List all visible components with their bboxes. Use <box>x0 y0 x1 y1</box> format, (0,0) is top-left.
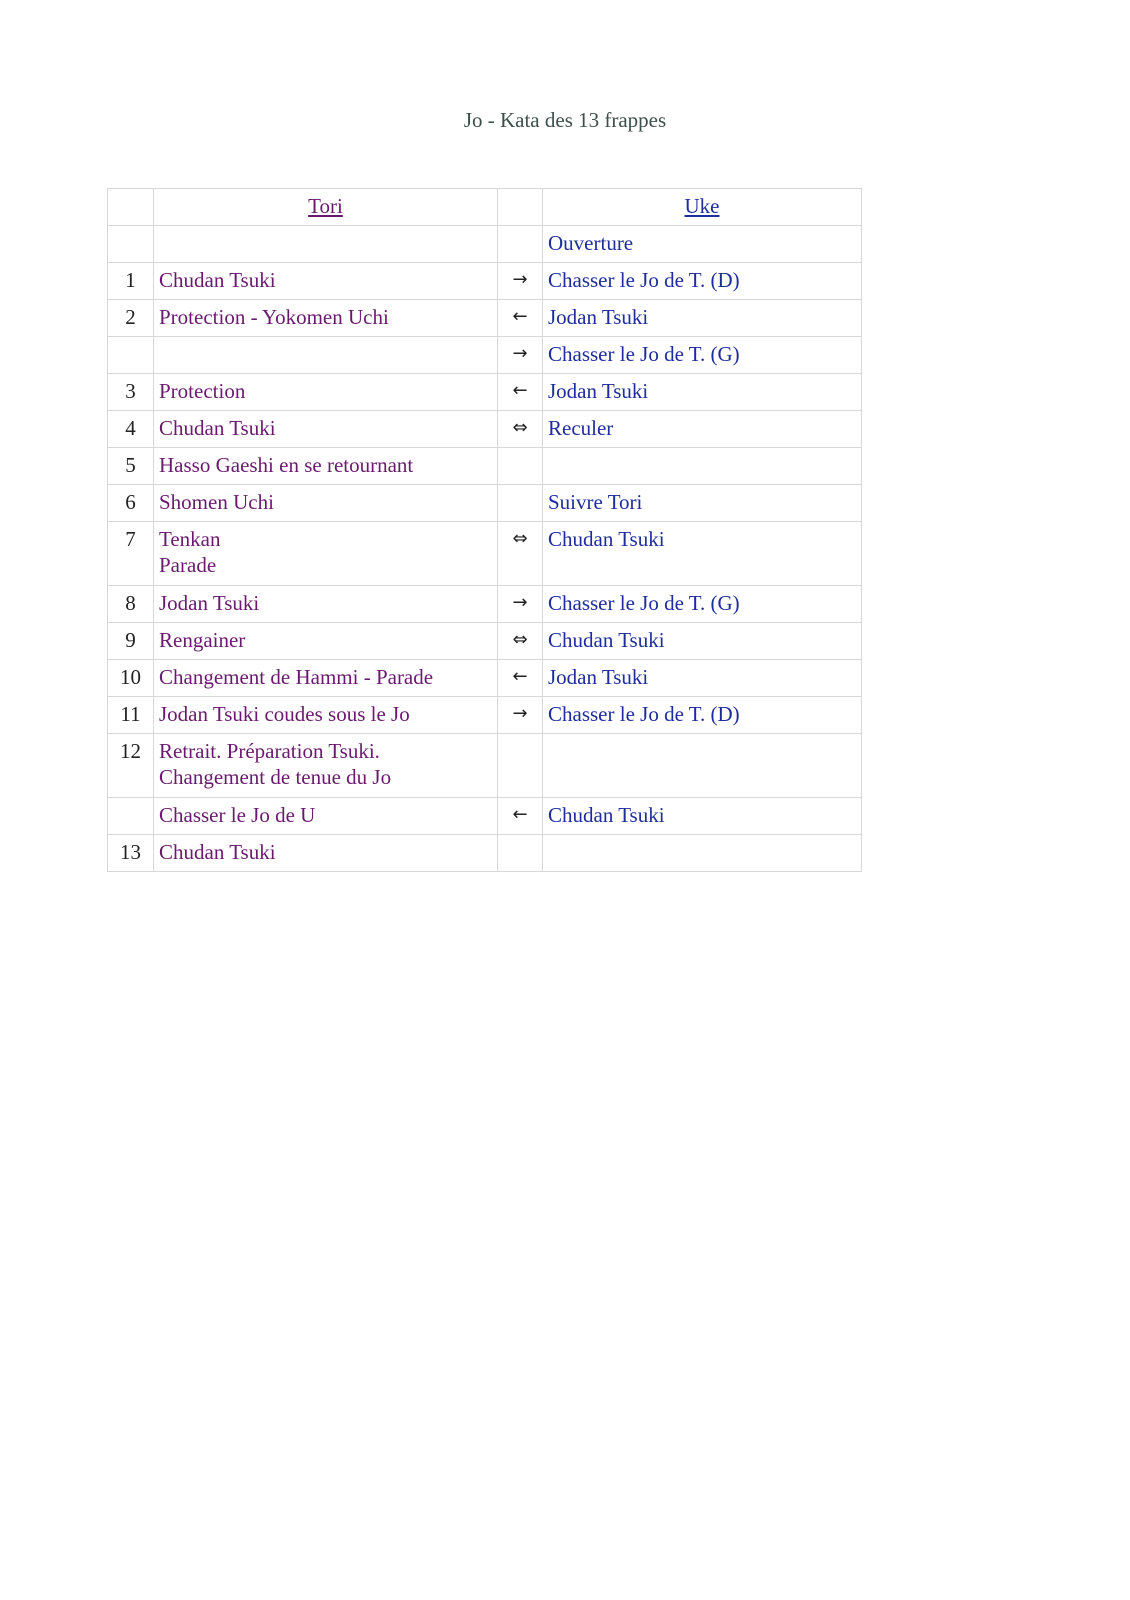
direction-arrow-icon: ⇔ <box>498 623 543 660</box>
direction-arrow-icon: → <box>498 697 543 734</box>
tori-action: Parade <box>159 553 217 577</box>
step-number: 12 <box>108 734 154 798</box>
uke-action-cell <box>543 734 862 798</box>
table-row <box>108 448 862 485</box>
uke-action: Jodan Tsuki <box>548 665 649 689</box>
step-number: 4 <box>108 411 154 448</box>
uke-action-cell <box>543 697 862 734</box>
tori-action: Jodan Tsuki <box>159 591 260 615</box>
direction-arrow-icon <box>498 485 543 522</box>
tori-action: Hasso Gaeshi en se retournant <box>159 453 414 477</box>
tori-action-cell <box>154 835 498 872</box>
tori-action: Protection <box>159 379 246 403</box>
table-row <box>108 300 862 337</box>
uke-action: Reculer <box>548 416 614 440</box>
uke-action: Chasser le Jo de T. (D) <box>548 702 740 726</box>
uke-action-cell <box>543 374 862 411</box>
step-number: 10 <box>108 660 154 697</box>
uke-action: Chudan Tsuki <box>548 527 665 551</box>
header-dir-cell <box>498 189 543 226</box>
table-row <box>108 835 862 872</box>
tori-action-cell <box>154 734 498 798</box>
uke-action: Chudan Tsuki <box>548 628 665 652</box>
step-number: 7 <box>108 522 154 586</box>
table-row <box>108 697 862 734</box>
tori-action-cell <box>154 263 498 300</box>
uke-action-cell <box>543 798 862 835</box>
step-number: 1 <box>108 263 154 300</box>
uke-action-cell <box>543 586 862 623</box>
table-row <box>108 734 862 798</box>
tori-action-cell <box>154 226 498 263</box>
step-number: 3 <box>108 374 154 411</box>
table-row <box>108 485 862 522</box>
uke-action: Jodan Tsuki <box>548 379 649 403</box>
step-number: 6 <box>108 485 154 522</box>
table-row <box>108 522 862 586</box>
uke-action: Chasser le Jo de T. (G) <box>548 342 740 366</box>
step-number: 8 <box>108 586 154 623</box>
direction-arrow-icon: → <box>498 586 543 623</box>
direction-arrow-icon: → <box>498 337 543 374</box>
uke-action-cell <box>543 448 862 485</box>
uke-header-link[interactable]: Uke <box>684 194 720 218</box>
uke-action-cell <box>543 263 862 300</box>
tori-action-cell <box>154 411 498 448</box>
table-row <box>108 411 862 448</box>
table-row <box>108 623 862 660</box>
step-number: 5 <box>108 448 154 485</box>
tori-action: Chudan Tsuki <box>159 840 276 864</box>
tori-action-cell <box>154 522 498 586</box>
tori-action-cell <box>154 798 498 835</box>
table-header-row <box>108 189 862 226</box>
step-number: 13 <box>108 835 154 872</box>
tori-action: Shomen Uchi <box>159 490 274 514</box>
tori-action: Protection - Yokomen Uchi <box>159 305 389 329</box>
page-title: Jo - Kata des 13 frappes <box>463 108 667 132</box>
uke-action-cell <box>543 835 862 872</box>
tori-action-cell <box>154 337 498 374</box>
uke-action: Chudan Tsuki <box>548 803 665 827</box>
table-row <box>108 586 862 623</box>
step-number: 9 <box>108 623 154 660</box>
direction-arrow-icon: ← <box>498 374 543 411</box>
step-number: 2 <box>108 300 154 337</box>
tori-action: Chudan Tsuki <box>159 416 276 440</box>
tori-action-cell <box>154 374 498 411</box>
tori-action: Chudan Tsuki <box>159 268 276 292</box>
kata-table-body <box>108 189 862 872</box>
direction-arrow-icon: ⇔ <box>498 411 543 448</box>
tori-action: Retrait. Préparation Tsuki. <box>159 739 380 763</box>
tori-action-cell <box>154 623 498 660</box>
direction-arrow-icon <box>498 226 543 263</box>
direction-arrow-icon <box>498 734 543 798</box>
uke-action-cell <box>543 337 862 374</box>
header-num-cell <box>108 189 154 226</box>
uke-action-cell <box>543 660 862 697</box>
uke-action-cell <box>543 226 862 263</box>
tori-action-cell <box>154 697 498 734</box>
direction-arrow-icon: ← <box>498 798 543 835</box>
direction-arrow-icon: ⇔ <box>498 522 543 586</box>
tori-action-cell <box>154 300 498 337</box>
tori-action: Jodan Tsuki coudes sous le Jo <box>159 702 410 726</box>
tori-header-link[interactable]: Tori <box>308 194 343 218</box>
uke-action: Jodan Tsuki <box>548 305 649 329</box>
kata-table <box>107 188 862 872</box>
tori-action: Rengainer <box>159 628 246 652</box>
tori-action: Changement de Hammi - Parade <box>159 665 434 689</box>
tori-action-cell <box>154 586 498 623</box>
uke-action: Ouverture <box>548 231 634 255</box>
uke-action: Suivre Tori <box>548 490 643 514</box>
table-row <box>108 660 862 697</box>
header-tori-cell <box>154 189 498 226</box>
tori-action-cell <box>154 660 498 697</box>
direction-arrow-icon: → <box>498 263 543 300</box>
table-row <box>108 226 862 263</box>
tori-action-cell <box>154 485 498 522</box>
step-number <box>108 798 154 835</box>
step-number <box>108 226 154 263</box>
header-uke-cell <box>543 189 862 226</box>
table-row <box>108 798 862 835</box>
uke-action-cell <box>543 623 862 660</box>
tori-action-cell <box>154 448 498 485</box>
uke-action-cell <box>543 485 862 522</box>
direction-arrow-icon: ← <box>498 660 543 697</box>
table-row <box>108 337 862 374</box>
step-number <box>108 337 154 374</box>
tori-action: Tenkan <box>159 527 221 551</box>
table-row <box>108 374 862 411</box>
uke-action: Chasser le Jo de T. (D) <box>548 268 740 292</box>
uke-action: Chasser le Jo de T. (G) <box>548 591 740 615</box>
tori-action: Changement de tenue du Jo <box>159 765 392 789</box>
direction-arrow-icon <box>498 835 543 872</box>
table-row <box>108 263 862 300</box>
direction-arrow-icon: ← <box>498 300 543 337</box>
direction-arrow-icon <box>498 448 543 485</box>
uke-action-cell <box>543 522 862 586</box>
uke-action-cell <box>543 300 862 337</box>
uke-action-cell <box>543 411 862 448</box>
tori-action: Chasser le Jo de U <box>159 803 316 827</box>
step-number: 11 <box>108 697 154 734</box>
